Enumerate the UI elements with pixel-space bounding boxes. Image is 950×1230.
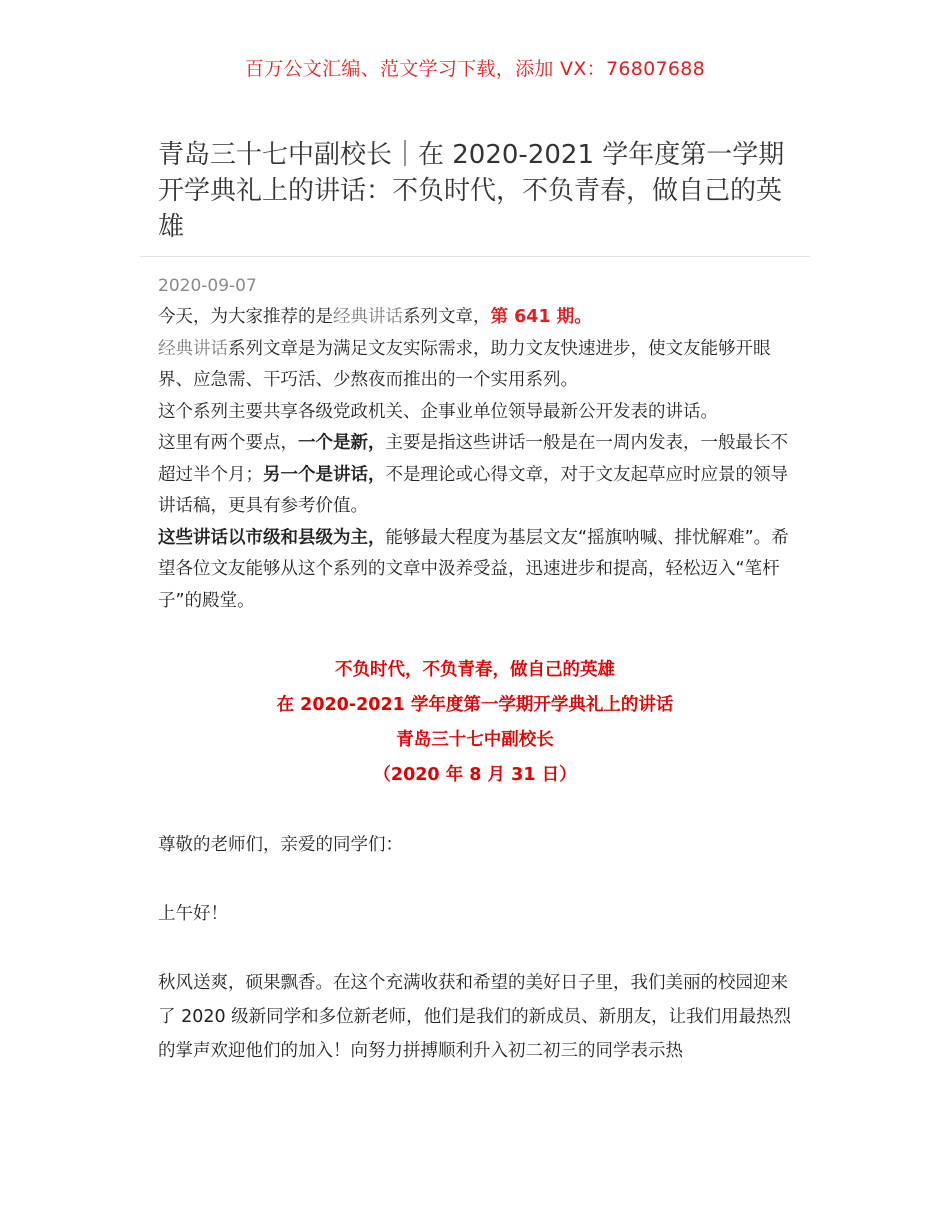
promo-banner: 百万公文汇编、范文学习下载，添加 VX：76807688 <box>244 58 706 80</box>
intro-paragraph-2 <box>158 334 794 397</box>
speech-date: （2020 年 8 月 31 日） <box>373 765 577 785</box>
series-name-2: 经典讲话 <box>158 338 228 359</box>
intro-p4-bold-speech: 另一个是讲话， <box>263 464 386 485</box>
series-name: 经典讲话 <box>333 307 403 327</box>
speech-salutation: 尊敬的老师们，亲爱的同学们： <box>158 835 403 855</box>
intro-paragraph-4 <box>158 428 794 523</box>
publish-date: 2020-09-07 <box>158 276 257 296</box>
speech-occasion: 在 2020-2021 学年度第一学期开学典礼上的讲话 <box>276 695 674 715</box>
speech-heading <box>158 653 792 793</box>
intro-p4-a: 这里有两个要点， <box>158 433 298 453</box>
intro-p4-c: 主要是指这些讲话一般是在一周内发表，一般最长不超过半个月； <box>158 433 788 485</box>
title-divider <box>140 256 810 257</box>
intro-p4-e: 不是理论或心得文章，对于文友起草应时应景的领导讲话稿，更具有参考价值。 <box>158 464 788 516</box>
intro-p4-bold-new: 一个是新， <box>298 433 386 453</box>
intro-p5-bold: 这些讲话以市级和县级为主， <box>158 527 386 548</box>
intro-paragraph-1 <box>158 302 794 334</box>
article-title: 青岛三十七中副校长｜在 2020-2021 学年度第一学期开学典礼上的讲话：不负时代，不负青春，做自己的英雄 <box>158 140 785 242</box>
intro-paragraph-3: 这个系列主要共享各级党政机关、企事业单位领导最新公开发表的讲话。 <box>158 401 718 422</box>
intro-line1-prefix: 今天，为大家推荐的是 <box>158 307 333 327</box>
issue-number: 第 641 期。 <box>490 307 592 327</box>
speech-greeting: 上午好！ <box>158 904 228 924</box>
speech-paragraph-1: 秋风送爽，硕果飘香。在这个充满收获和希望的美好日子里，我们美丽的校园迎来了 2020 级新同学和多位新老师，他们是我们的新成员、新朋友，让我们用最热烈的掌声欢迎他们的加入！向努力拼搏顺利升入初二初三的同学表示热 <box>158 973 792 1061</box>
speech-speaker: 青岛三十七中副校长 <box>396 730 554 750</box>
intro-paragraph-5 <box>158 523 794 618</box>
intro-p2-text: 系列文章是为满足文友实际需求，助力文友快速进步，使文友能够开眼界、应急需、干巧活、少熬夜而推出的一个实用系列。 <box>158 338 771 390</box>
intro-line1-middle: 系列文章， <box>403 307 491 327</box>
intro-p5-text: 能够最大程度为基层文友“摇旗呐喊、排忧解难”。希望各位文友能够从这个系列的文章中汲养受益，迅速进步和提高，轻松迈入“笔杆子”的殿堂。 <box>158 527 789 611</box>
speech-title: 不负时代，不负青春，做自己的英雄 <box>335 660 615 680</box>
intro-section <box>158 302 794 617</box>
